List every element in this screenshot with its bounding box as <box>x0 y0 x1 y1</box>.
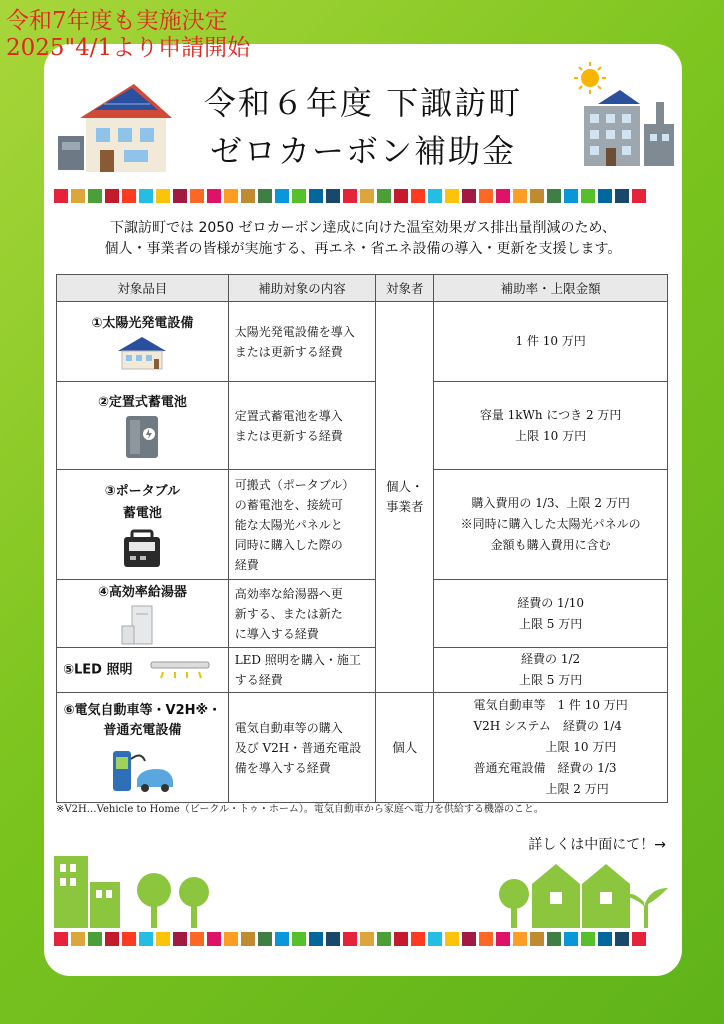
sdg-color-square <box>496 932 510 946</box>
description-cell <box>228 382 376 470</box>
rate-cell <box>434 580 668 648</box>
sdg-color-square <box>564 189 578 203</box>
table-header-row <box>57 275 668 302</box>
sdg-color-strip-bottom <box>54 932 646 946</box>
sdg-color-square <box>292 932 306 946</box>
table-row <box>57 302 668 382</box>
table-header: 対象品目 <box>57 275 229 302</box>
item-label: 蓄電池 <box>122 505 162 521</box>
sdg-color-square <box>530 189 544 203</box>
description-line: 備を導入する経費 <box>234 760 331 775</box>
rate-line: 上限 5 万円 <box>518 673 583 687</box>
item-label: ①太陽光発電設備 <box>91 316 194 331</box>
ev-charger-icon <box>107 745 177 795</box>
stamp-line-2: 2025"4/1より申請開始 <box>6 35 251 61</box>
sdg-color-square <box>326 189 340 203</box>
sdg-color-square <box>496 189 510 203</box>
flyer-card <box>44 44 682 976</box>
sdg-color-square <box>530 932 544 946</box>
sdg-color-square <box>377 189 391 203</box>
sdg-color-square <box>105 189 119 203</box>
rate-cell <box>434 470 668 580</box>
rate-cell <box>434 382 668 470</box>
table-header: 補助率・上限金額 <box>434 275 668 302</box>
sdg-color-square <box>139 932 153 946</box>
sdg-color-square <box>224 932 238 946</box>
intro-line-1: 下諏訪町では 2050 ゼロカーボン達成に向けた温室効果ガス排出量削減のため、 <box>110 220 616 236</box>
sdg-color-square <box>224 189 238 203</box>
sdg-color-square <box>326 932 340 946</box>
sdg-color-square <box>547 189 561 203</box>
rate-line: 経費の 1/2 <box>521 652 581 666</box>
town-silhouette-illustration <box>44 854 682 936</box>
eligibility-line: 事業者 <box>386 499 424 514</box>
sdg-color-square <box>479 189 493 203</box>
sdg-color-square <box>156 189 170 203</box>
battery-icon <box>120 414 164 460</box>
portable-battery-icon <box>120 529 164 569</box>
sdg-color-square <box>462 932 476 946</box>
rate-cell <box>434 302 668 382</box>
description-line: 新する、または新た <box>234 606 343 621</box>
description-line: に導入する経費 <box>234 626 319 641</box>
description-cell <box>228 470 376 580</box>
water-heater-icon <box>120 604 164 646</box>
table-row <box>57 580 668 648</box>
rate-line: 金額も購入費用に含む <box>490 538 611 552</box>
sdg-color-square <box>275 932 289 946</box>
sdg-color-square <box>411 189 425 203</box>
sdg-color-square <box>547 932 561 946</box>
rate-line: 容量 1kWh につき 2 万円 <box>479 407 622 422</box>
sdg-color-square <box>54 189 68 203</box>
item-label: ③ポータブル <box>104 483 181 499</box>
sun-icon <box>581 69 599 87</box>
sdg-color-square <box>88 189 102 203</box>
sdg-color-square <box>105 932 119 946</box>
sdg-color-square <box>615 932 629 946</box>
sdg-color-square <box>360 932 374 946</box>
sdg-color-square <box>479 932 493 946</box>
item-cell <box>57 382 229 470</box>
led-light-icon <box>147 658 213 682</box>
rate-line: 普通充電設備 経費の 1/3 <box>473 761 617 775</box>
description-line: 太陽光発電設備を導入 <box>234 324 355 339</box>
description-line: 同時に購入した際の <box>234 537 343 552</box>
item-cell <box>57 693 229 803</box>
item-label: ②定置式蓄電池 <box>97 395 187 410</box>
description-line: 定置式蓄電池を導入 <box>234 408 343 423</box>
rate-line: 経費の 1/10 <box>517 595 584 610</box>
sdg-color-square <box>598 932 612 946</box>
sdg-color-square <box>445 189 459 203</box>
description-cell <box>228 302 376 382</box>
eligibility-line: 個人・ <box>386 479 424 494</box>
sdg-color-square <box>207 932 221 946</box>
sdg-color-strip-top <box>54 189 646 203</box>
sdg-color-square <box>564 932 578 946</box>
more-details-link[interactable]: 詳しくは中面にて！→ <box>528 837 666 853</box>
description-cell <box>228 580 376 648</box>
sdg-color-square <box>445 932 459 946</box>
sdg-color-square <box>343 932 357 946</box>
rate-line: 1 件 10 万円 <box>515 334 586 348</box>
item-label: ④高効率給湯器 <box>97 585 187 600</box>
description-line: LED 照明を購入・施工 <box>234 653 361 667</box>
sdg-color-square <box>462 189 476 203</box>
description-line: 高効率な給湯器へ更 <box>234 586 343 601</box>
rate-line: 上限 5 万円 <box>518 616 583 631</box>
announcement-stamp <box>6 8 250 62</box>
sdg-color-square <box>581 932 595 946</box>
rate-line: 電気自動車等 1 件 10 万円 <box>473 698 628 712</box>
rate-cell <box>434 648 668 693</box>
description-line: または更新する経費 <box>234 344 343 359</box>
sdg-color-square <box>71 932 85 946</box>
sdg-color-square <box>513 932 527 946</box>
sdg-color-square <box>139 189 153 203</box>
sdg-color-square <box>241 189 255 203</box>
house-icon <box>112 335 172 371</box>
item-cell <box>57 470 229 580</box>
item-cell <box>57 648 229 693</box>
sdg-color-square <box>360 189 374 203</box>
table-header: 補助対象の内容 <box>228 275 376 302</box>
footnote: ※V2H…Vehicle to Home（ビークル・トゥ・ホーム）。電気自動車から家庭へ電力を供給する機器のこと。 <box>56 804 544 815</box>
sdg-color-square <box>275 189 289 203</box>
description-line: 可搬式（ポータブル） <box>234 477 355 492</box>
sdg-color-square <box>632 932 646 946</box>
eligibility-cell <box>376 302 434 693</box>
rate-cell <box>434 693 668 803</box>
rate-line: 購入費用の 1/3、上限 2 万円 <box>471 496 630 510</box>
sdg-color-square <box>632 189 646 203</box>
rate-line: 上限 2 万円 <box>473 782 609 796</box>
description-line: 能な太陽光パネルと <box>234 517 343 532</box>
sdg-color-square <box>581 189 595 203</box>
description-cell <box>228 693 376 803</box>
sdg-color-square <box>54 932 68 946</box>
sdg-color-square <box>190 189 204 203</box>
description-line: または更新する経費 <box>234 428 343 443</box>
description-line: する経費 <box>234 673 283 687</box>
sdg-color-square <box>428 932 442 946</box>
description-line: の蓄電池を、接続可 <box>234 497 343 512</box>
intro-text <box>44 218 682 260</box>
sdg-color-square <box>377 932 391 946</box>
sdg-color-square <box>122 932 136 946</box>
intro-line-2: 個人・事業者の皆様が実施する、再エネ・省エネ設備の導入・更新を支援します。 <box>104 241 622 257</box>
rate-line: V2H システム 経費の 1/4 <box>473 719 622 733</box>
rate-line: ※同時に購入した太陽光パネルの <box>460 517 641 531</box>
factory-illustration <box>570 60 680 170</box>
sdg-color-square <box>513 189 527 203</box>
sdg-color-square <box>258 189 272 203</box>
description-cell <box>228 648 376 693</box>
sdg-color-square <box>122 189 136 203</box>
sdg-color-square <box>173 189 187 203</box>
table-row <box>57 648 668 693</box>
item-label: 普通充電設備 <box>103 722 182 738</box>
sdg-color-square <box>258 932 272 946</box>
sdg-color-square <box>428 189 442 203</box>
stamp-line-1: 令和7年度も実施決定 <box>6 8 228 34</box>
sdg-color-square <box>241 932 255 946</box>
page-title-line-2: ゼロカーボン補助金 <box>209 132 516 170</box>
sdg-color-square <box>190 932 204 946</box>
table-row <box>57 693 668 803</box>
sdg-color-square <box>71 189 85 203</box>
table-header: 対象者 <box>376 275 434 302</box>
sdg-color-square <box>292 189 306 203</box>
sdg-color-square <box>309 189 323 203</box>
sdg-color-square <box>88 932 102 946</box>
sdg-color-square <box>394 189 408 203</box>
description-line: 経費 <box>234 557 259 572</box>
description-line: 電気自動車等の購入 <box>234 720 343 735</box>
sdg-color-square <box>156 932 170 946</box>
description-line: 及び V2H・普通充電設 <box>234 740 362 755</box>
eligibility-cell: 個人 <box>376 693 434 803</box>
item-cell <box>57 302 229 382</box>
sdg-color-square <box>173 932 187 946</box>
sdg-color-square <box>343 189 357 203</box>
sdg-color-square <box>309 932 323 946</box>
subsidy-table <box>56 274 668 803</box>
table-row <box>57 382 668 470</box>
item-label: ⑥電気自動車等・V2H※・ <box>63 702 222 718</box>
item-cell <box>57 580 229 648</box>
sdg-color-square <box>411 932 425 946</box>
page-title-line-1: 令和６年度 下諏訪町 <box>203 84 523 122</box>
sdg-color-square <box>394 932 408 946</box>
sdg-color-square <box>598 189 612 203</box>
table-row <box>57 470 668 580</box>
item-label: ⑤LED 照明 <box>63 662 133 678</box>
sdg-color-square <box>207 189 221 203</box>
rate-line: 上限 10 万円 <box>515 428 587 443</box>
rate-line: 上限 10 万円 <box>473 740 617 754</box>
sdg-color-square <box>615 189 629 203</box>
